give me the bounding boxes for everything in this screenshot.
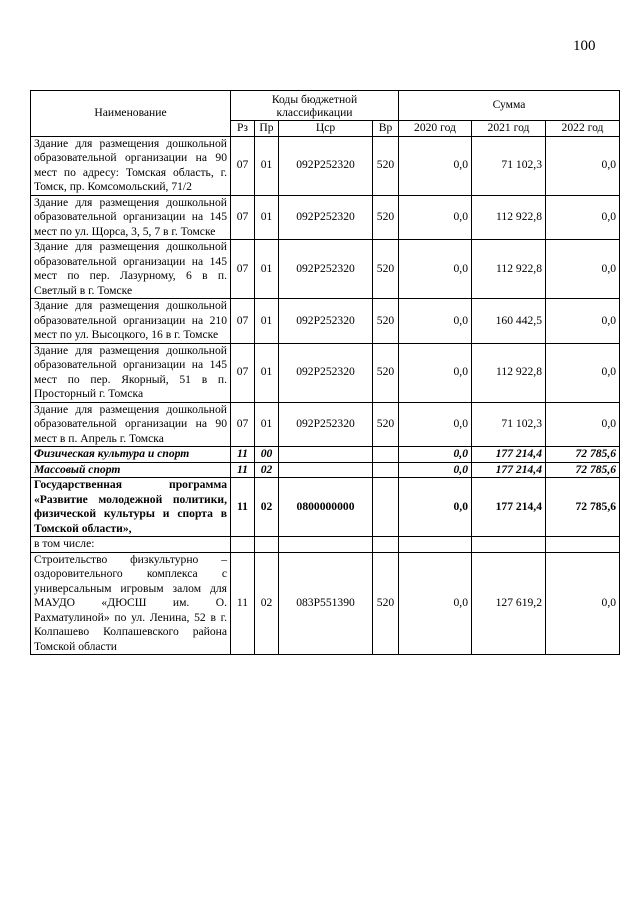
table-row: [31, 299, 620, 344]
table-row: [31, 552, 620, 655]
row-2020: 0,0: [399, 552, 472, 655]
row-pr: 01: [255, 299, 279, 344]
row-name: Физическая культура и спорт: [31, 447, 231, 463]
row-name: Здание для размещения дошкольной образовательной организации на 145 мест по ул. Щорса, 3, 5, 7 в г. Томске: [31, 195, 231, 240]
row-2021: 112 922,8: [472, 195, 546, 240]
row-pr: 01: [255, 402, 279, 447]
row-pr: 02: [255, 552, 279, 655]
header-pr: Пр: [255, 121, 279, 137]
row-tser: 092P252320: [279, 195, 373, 240]
budget-table: [30, 90, 620, 655]
row-rz: 07: [231, 136, 255, 195]
header-codes: Коды бюджетной классификации: [231, 91, 399, 121]
table-row: [31, 537, 620, 553]
row-name: Строительство физкультурно – оздоровительного комплекса с универсальным игровым залом для МАУДО «ДЮСШ им. О. Рахматулиной» по ул. Ленина, 52 в г. Колпашево Колпашевского района Томской области: [31, 552, 231, 655]
row-2020: 0,0: [399, 402, 472, 447]
row-2022: 72 785,6: [546, 478, 620, 537]
row-rz: 07: [231, 402, 255, 447]
row-rz: 07: [231, 299, 255, 344]
row-2022: 72 785,6: [546, 447, 620, 463]
row-rz: 07: [231, 343, 255, 402]
row-rz: 07: [231, 195, 255, 240]
row-2022: 0,0: [546, 195, 620, 240]
header-vr: Вр: [373, 121, 399, 137]
row-2021: 127 619,2: [472, 552, 546, 655]
row-2021: 112 922,8: [472, 240, 546, 299]
header-tser: Цср: [279, 121, 373, 137]
header-2020: 2020 год: [399, 121, 472, 137]
row-tser: [279, 447, 373, 463]
row-vr: [373, 537, 399, 553]
row-vr: 520: [373, 299, 399, 344]
row-vr: 520: [373, 402, 399, 447]
row-name: в том числе:: [31, 537, 231, 553]
row-pr: 02: [255, 462, 279, 478]
row-name: Здание для размещения дошкольной образовательной организации на 145 мест по пер. Лазурному, 6 в п. Светлый в г. Томске: [31, 240, 231, 299]
table-header-row: [31, 91, 620, 121]
table-row: [31, 240, 620, 299]
row-tser: [279, 462, 373, 478]
row-pr: 01: [255, 240, 279, 299]
row-2021: 160 442,5: [472, 299, 546, 344]
row-name: Государственная программа «Развитие молодежной политики, физической культуры и спорта в Томской области»,: [31, 478, 231, 537]
row-vr: [373, 462, 399, 478]
row-2021: 177 214,4: [472, 478, 546, 537]
row-vr: [373, 447, 399, 463]
row-2020: 0,0: [399, 195, 472, 240]
row-rz: 07: [231, 240, 255, 299]
row-2020: 0,0: [399, 240, 472, 299]
row-2022: 72 785,6: [546, 462, 620, 478]
table-row: [31, 343, 620, 402]
row-2021: 177 214,4: [472, 447, 546, 463]
row-2020: 0,0: [399, 299, 472, 344]
row-tser: 092P252320: [279, 240, 373, 299]
row-rz: 11: [231, 478, 255, 537]
table-row-section: [31, 447, 620, 463]
row-vr: 520: [373, 136, 399, 195]
row-tser: 092P252320: [279, 299, 373, 344]
header-2022: 2022 год: [546, 121, 620, 137]
row-2020: 0,0: [399, 478, 472, 537]
row-2022: 0,0: [546, 343, 620, 402]
row-2022: 0,0: [546, 299, 620, 344]
row-2021: 112 922,8: [472, 343, 546, 402]
header-2021: 2021 год: [472, 121, 546, 137]
row-tser: [279, 537, 373, 553]
header-sum: Сумма: [399, 91, 620, 121]
row-2020: 0,0: [399, 136, 472, 195]
row-tser: 092P252320: [279, 136, 373, 195]
table-row: [31, 195, 620, 240]
row-name: Здание для размещения дошкольной образовательной организации на 145 мест по пер. Якорный, 51 в п. Просторный г. Томска: [31, 343, 231, 402]
row-name: Здание для размещения дошкольной образовательной организации на 90 мест по адресу: Томская область, г. Томск, пр. Комсомольский, 71/2: [31, 136, 231, 195]
header-name: Наименование: [31, 91, 231, 137]
row-2020: [399, 537, 472, 553]
row-rz: 11: [231, 552, 255, 655]
page-number: 100: [573, 38, 596, 54]
row-2021: 71 102,3: [472, 402, 546, 447]
row-vr: 520: [373, 195, 399, 240]
row-2022: 0,0: [546, 402, 620, 447]
row-pr: 01: [255, 195, 279, 240]
row-vr: 520: [373, 240, 399, 299]
row-pr: 00: [255, 447, 279, 463]
row-rz: [231, 537, 255, 553]
row-2022: 0,0: [546, 136, 620, 195]
row-pr: 01: [255, 343, 279, 402]
row-tser: 092P252320: [279, 402, 373, 447]
row-name: Здание для размещения дошкольной образовательной организации на 210 мест по ул. Высоцкого, 16 в г. Томске: [31, 299, 231, 344]
header-rz: Рз: [231, 121, 255, 137]
row-rz: 11: [231, 447, 255, 463]
table-row: [31, 402, 620, 447]
row-tser: 0800000000: [279, 478, 373, 537]
table-row: [31, 136, 620, 195]
row-name: Здание для размещения дошкольной образовательной организации на 90 мест в п. Апрель г. Томска: [31, 402, 231, 447]
row-tser: 092P252320: [279, 343, 373, 402]
row-2020: 0,0: [399, 447, 472, 463]
row-2022: 0,0: [546, 240, 620, 299]
row-2022: [546, 537, 620, 553]
row-2021: 177 214,4: [472, 462, 546, 478]
row-pr: [255, 537, 279, 553]
row-rz: 11: [231, 462, 255, 478]
row-vr: 520: [373, 343, 399, 402]
row-name: Массовый спорт: [31, 462, 231, 478]
table-row-subsection: [31, 462, 620, 478]
row-vr: 520: [373, 552, 399, 655]
row-2022: 0,0: [546, 552, 620, 655]
row-2020: 0,0: [399, 343, 472, 402]
row-2021: 71 102,3: [472, 136, 546, 195]
row-2020: 0,0: [399, 462, 472, 478]
row-pr: 02: [255, 478, 279, 537]
row-2021: [472, 537, 546, 553]
row-vr: [373, 478, 399, 537]
row-pr: 01: [255, 136, 279, 195]
table-row-program: [31, 478, 620, 537]
row-tser: 083P551390: [279, 552, 373, 655]
